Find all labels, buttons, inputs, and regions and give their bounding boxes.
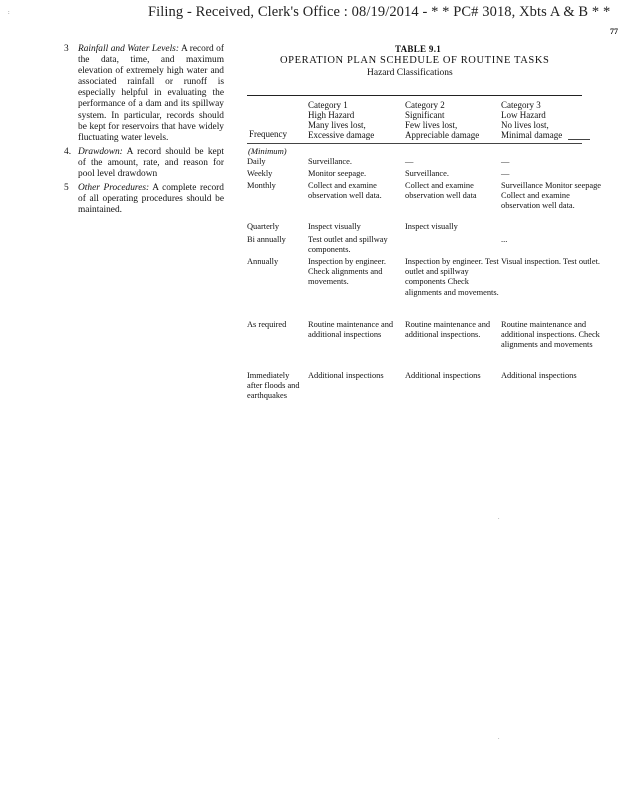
table-subtitle: Hazard Classifications (367, 68, 453, 78)
row-cell-category-3: Surveillance Monitor seepage Collect and examine observation well data. (501, 181, 602, 211)
item-title: Other Procedures: (78, 183, 150, 194)
row-cell-category-2: Additional inspections (405, 371, 481, 380)
row-cell-category-3: — (501, 169, 510, 178)
row-frequency: Daily (247, 157, 266, 166)
scan-dot: . (498, 515, 500, 521)
item-text: A record should be kept of the amount, rate, and reason for pool level drawdown (78, 146, 225, 180)
table-label: TABLE 9.1 (395, 44, 442, 54)
item-number: 3 (64, 44, 69, 54)
hazard-level: High Hazard (308, 110, 355, 120)
row-cell-category-1: Inspect visually (308, 222, 361, 231)
row-cell-category-2: Inspect visually (405, 222, 458, 231)
row-frequency: Immediately after floods and earthquakes (247, 371, 300, 401)
row-cell-category-1: Monitor seepage. (308, 169, 367, 178)
hazard-desc: Many lives lost, (308, 120, 366, 130)
category-name: Category 2 (405, 100, 445, 110)
row-cell-category-1: Test outlet and spillway components. (308, 235, 388, 255)
row-cell-category-1: Inspection by engineer. Check alignments and movements. (308, 257, 386, 287)
category-name: Category 1 (308, 100, 348, 110)
row-frequency: Weekly (247, 169, 273, 178)
record-item-rainfall (64, 44, 224, 144)
filing-stamp-header: Filing - Received, Clerk's Office : 08/19/2014 - * * PC# 3018, Xbts A & B * * (148, 3, 611, 21)
item-title: Rainfall and Water Levels: (78, 44, 179, 54)
row-cell-category-2: Surveillance. (405, 169, 449, 178)
record-item-drawdown (64, 147, 224, 180)
column-header-category-1 (308, 100, 402, 140)
row-frequency: Quarterly (247, 222, 280, 231)
minimum-label: (Minimum) (248, 146, 287, 156)
item-title: Drawdown: (78, 146, 123, 157)
table-title: OPERATION PLAN SCHEDULE OF ROUTINE TASKS (280, 55, 550, 66)
table-top-rule (247, 95, 582, 96)
hazard-level: Significant (405, 110, 445, 120)
left-column-text (64, 44, 224, 219)
hazard-level: Low Hazard (501, 110, 546, 120)
item-text: A complete record of all operating procedures should be maintained. (78, 183, 224, 216)
row-cell-category-1: Collect and examine observation well data. (308, 181, 382, 201)
row-cell-category-2: Collect and examine observation well data (405, 181, 477, 201)
category-name: Category 3 (501, 100, 541, 110)
row-cell-category-1: Routine maintenance and additional inspections (308, 320, 394, 340)
item-number: 4. (64, 146, 72, 157)
row-cell-category-3: Routine maintenance and additional inspections. Check alignments and movements (501, 320, 600, 350)
hazard-desc: No lives lost, (501, 120, 549, 130)
table-header-rule (247, 143, 582, 144)
scan-dot: . (498, 735, 500, 741)
row-frequency: Bi annually (247, 235, 286, 244)
row-frequency: Monthly (247, 181, 276, 190)
row-frequency: Annually (247, 257, 279, 266)
column-header-category-3 (501, 100, 601, 140)
column-header-category-2 (405, 100, 499, 140)
row-cell-category-3: ... (501, 235, 508, 244)
page-number: 77 (610, 27, 618, 36)
item-number: 5 (64, 183, 69, 194)
record-item-other (64, 183, 224, 216)
row-cell-category-1: Surveillance. (308, 157, 352, 166)
corner-mark: : (8, 10, 10, 16)
hazard-desc: Excessive damage (308, 130, 375, 140)
hazard-desc: Minimal damage (501, 130, 563, 140)
row-cell-category-2: Routine maintenance and additional inspections. (405, 320, 491, 340)
row-cell-category-3: — (501, 157, 510, 166)
frequency-header: Frequency (249, 129, 287, 139)
row-cell-category-2: — (405, 157, 414, 166)
row-cell-category-1: Additional inspections (308, 371, 384, 380)
hazard-desc: Appreciable damage (405, 130, 480, 140)
row-cell-category-3: Additional inspections (501, 371, 577, 380)
row-frequency: As required (247, 320, 287, 329)
hazard-desc: Few lives lost, (405, 120, 458, 130)
row-cell-category-3: Visual inspection. Test outlet. (501, 257, 601, 266)
item-text: A record of the data, time, and maximum elevation of extremely high water and associated rainfall or runoff is especially helpful in evaluating the performance of a dam and its spillway system. In particular, records should be kept for reservoirs that have widely fluctuating water levels. (78, 44, 224, 143)
row-cell-category-2: Inspection by engineer. Test outlet and spillway components Check alignments and movements. (405, 257, 499, 297)
